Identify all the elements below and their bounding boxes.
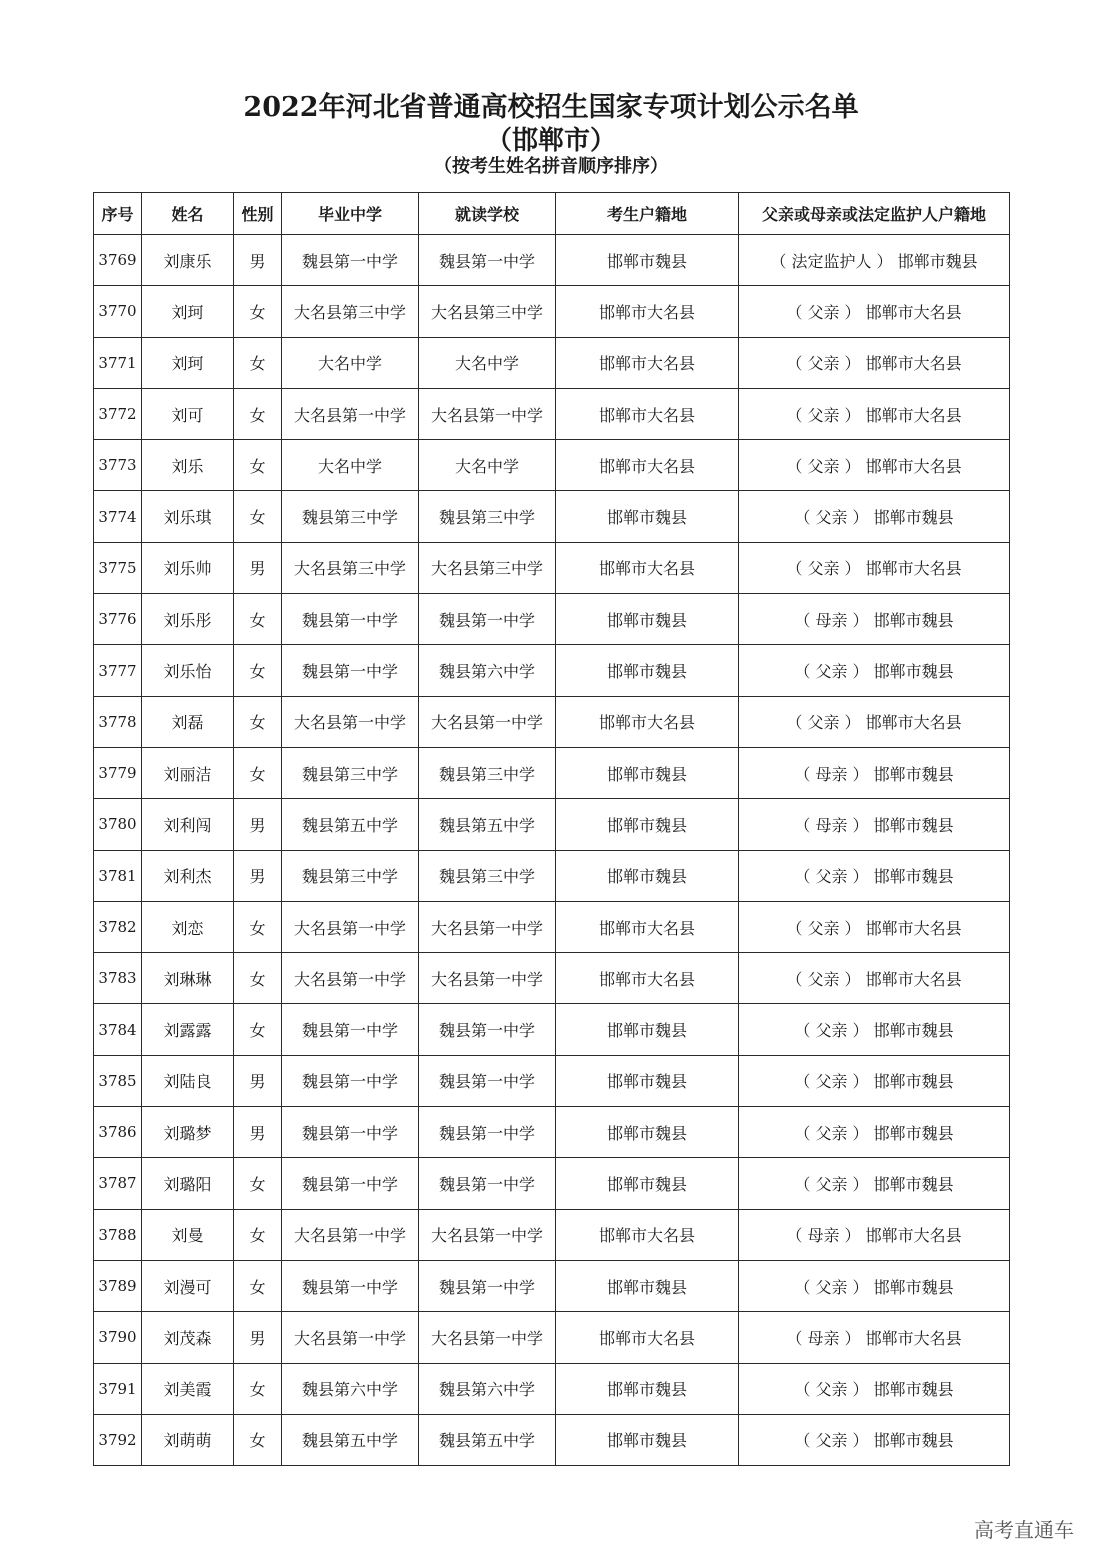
guardian-cell: （ 父亲 ） 邯郸市大名县: [739, 286, 1010, 337]
serial-cell: 3792: [94, 1414, 142, 1465]
current-school-cell: 魏县第一中学: [419, 1107, 556, 1158]
table-row: [94, 1004, 1010, 1055]
table-row: [94, 1414, 1010, 1465]
current-school-cell: 大名县第三中学: [419, 286, 556, 337]
table-row: [94, 594, 1010, 645]
guardian-cell: （ 父亲 ） 邯郸市大名县: [739, 901, 1010, 952]
serial-cell: 3769: [94, 235, 142, 286]
gender-cell: 男: [234, 1312, 282, 1363]
graduated-school-cell: 魏县第五中学: [282, 1414, 419, 1465]
household-cell: 邯郸市魏县: [556, 594, 739, 645]
serial-cell: 3780: [94, 799, 142, 850]
household-cell: 邯郸市魏县: [556, 1414, 739, 1465]
current-school-cell: 大名县第一中学: [419, 953, 556, 1004]
guardian-cell: （ 父亲 ） 邯郸市魏县: [739, 491, 1010, 542]
serial-cell: 3783: [94, 953, 142, 1004]
gender-cell: 女: [234, 1260, 282, 1311]
graduated-school-cell: 魏县第一中学: [282, 594, 419, 645]
name-cell: 刘萌萌: [142, 1414, 234, 1465]
graduated-school-cell: 魏县第一中学: [282, 1260, 419, 1311]
household-cell: 邯郸市魏县: [556, 850, 739, 901]
household-cell: 邯郸市大名县: [556, 696, 739, 747]
table-row: [94, 1055, 1010, 1106]
current-school-cell: 魏县第一中学: [419, 1004, 556, 1055]
serial-cell: 3776: [94, 594, 142, 645]
name-cell: 刘乐彤: [142, 594, 234, 645]
serial-cell: 3787: [94, 1158, 142, 1209]
table-row: [94, 542, 1010, 593]
table-row: [94, 901, 1010, 952]
guardian-cell: （ 父亲 ） 邯郸市魏县: [739, 1363, 1010, 1414]
guardian-cell: （ 母亲 ） 邯郸市魏县: [739, 799, 1010, 850]
name-cell: 刘璐梦: [142, 1107, 234, 1158]
current-school-cell: 大名县第一中学: [419, 388, 556, 439]
household-cell: 邯郸市魏县: [556, 1107, 739, 1158]
household-cell: 邯郸市大名县: [556, 901, 739, 952]
table-row: [94, 1260, 1010, 1311]
table-row: [94, 645, 1010, 696]
current-school-cell: 魏县第六中学: [419, 1363, 556, 1414]
name-cell: 刘珂: [142, 286, 234, 337]
guardian-cell: （ 母亲 ） 邯郸市魏县: [739, 747, 1010, 798]
graduated-school-cell: 魏县第一中学: [282, 1055, 419, 1106]
serial-cell: 3774: [94, 491, 142, 542]
guardian-cell: （ 父亲 ） 邯郸市大名县: [739, 388, 1010, 439]
table-row: [94, 850, 1010, 901]
graduated-school-cell: 大名县第一中学: [282, 1209, 419, 1260]
gender-cell: 女: [234, 491, 282, 542]
name-cell: 刘丽洁: [142, 747, 234, 798]
serial-cell: 3785: [94, 1055, 142, 1106]
gender-cell: 男: [234, 1055, 282, 1106]
graduated-school-cell: 魏县第六中学: [282, 1363, 419, 1414]
guardian-cell: （ 父亲 ） 邯郸市大名县: [739, 542, 1010, 593]
name-cell: 刘璐阳: [142, 1158, 234, 1209]
graduated-school-cell: 大名县第一中学: [282, 388, 419, 439]
gender-cell: 男: [234, 235, 282, 286]
gender-cell: 女: [234, 337, 282, 388]
household-cell: 邯郸市魏县: [556, 1004, 739, 1055]
current-school-cell: 魏县第三中学: [419, 747, 556, 798]
graduated-school-cell: 大名中学: [282, 337, 419, 388]
name-cell: 刘利杰: [142, 850, 234, 901]
graduated-school-cell: 大名县第一中学: [282, 1312, 419, 1363]
current-school-cell: 魏县第五中学: [419, 1414, 556, 1465]
sort-note: （按考生姓名拼音顺序排序）: [434, 156, 668, 177]
column-header-name: 姓名: [142, 193, 234, 235]
gender-cell: 女: [234, 594, 282, 645]
household-cell: 邯郸市魏县: [556, 799, 739, 850]
gender-cell: 男: [234, 542, 282, 593]
household-cell: 邯郸市魏县: [556, 1158, 739, 1209]
graduated-school-cell: 魏县第一中学: [282, 1158, 419, 1209]
gender-cell: 男: [234, 850, 282, 901]
graduated-school-cell: 大名中学: [282, 440, 419, 491]
name-cell: 刘恋: [142, 901, 234, 952]
graduated-school-cell: 魏县第一中学: [282, 1004, 419, 1055]
guardian-cell: （ 父亲 ） 邯郸市魏县: [739, 1055, 1010, 1106]
name-cell: 刘磊: [142, 696, 234, 747]
current-school-cell: 魏县第一中学: [419, 1055, 556, 1106]
table-row: [94, 337, 1010, 388]
graduated-school-cell: 魏县第一中学: [282, 1107, 419, 1158]
guardian-cell: （ 父亲 ） 邯郸市大名县: [739, 696, 1010, 747]
gender-cell: 女: [234, 1363, 282, 1414]
table-row: [94, 1107, 1010, 1158]
gender-cell: 女: [234, 645, 282, 696]
current-school-cell: 大名县第一中学: [419, 1312, 556, 1363]
current-school-cell: 魏县第一中学: [419, 235, 556, 286]
serial-cell: 3782: [94, 901, 142, 952]
name-cell: 刘乐琪: [142, 491, 234, 542]
guardian-cell: （ 父亲 ） 邯郸市大名县: [739, 440, 1010, 491]
household-cell: 邯郸市大名县: [556, 1312, 739, 1363]
graduated-school-cell: 大名县第一中学: [282, 696, 419, 747]
table-row: [94, 388, 1010, 439]
gender-cell: 女: [234, 901, 282, 952]
current-school-cell: 大名县第一中学: [419, 901, 556, 952]
gender-cell: 男: [234, 1107, 282, 1158]
table-row: [94, 1158, 1010, 1209]
guardian-cell: （ 母亲 ） 邯郸市大名县: [739, 1312, 1010, 1363]
serial-cell: 3779: [94, 747, 142, 798]
graduated-school-cell: 大名县第一中学: [282, 901, 419, 952]
column-header-household-registration: 考生户籍地: [556, 193, 739, 235]
guardian-cell: （ 父亲 ） 邯郸市魏县: [739, 1158, 1010, 1209]
serial-cell: 3773: [94, 440, 142, 491]
current-school-cell: 魏县第一中学: [419, 1260, 556, 1311]
household-cell: 邯郸市大名县: [556, 337, 739, 388]
household-cell: 邯郸市魏县: [556, 235, 739, 286]
household-cell: 邯郸市魏县: [556, 747, 739, 798]
name-cell: 刘可: [142, 388, 234, 439]
watermark: 高考直通车: [974, 1518, 1074, 1542]
guardian-cell: （ 父亲 ） 邯郸市魏县: [739, 1260, 1010, 1311]
table-row: [94, 1312, 1010, 1363]
current-school-cell: 大名县第三中学: [419, 542, 556, 593]
household-cell: 邯郸市大名县: [556, 440, 739, 491]
column-header-serial: 序号: [94, 193, 142, 235]
serial-cell: 3791: [94, 1363, 142, 1414]
gender-cell: 女: [234, 1209, 282, 1260]
serial-cell: 3772: [94, 388, 142, 439]
guardian-cell: （ 父亲 ） 邯郸市魏县: [739, 850, 1010, 901]
current-school-cell: 魏县第三中学: [419, 850, 556, 901]
guardian-cell: （ 父亲 ） 邯郸市魏县: [739, 1107, 1010, 1158]
current-school-cell: 大名中学: [419, 440, 556, 491]
table-row: [94, 286, 1010, 337]
graduated-school-cell: 魏县第一中学: [282, 235, 419, 286]
guardian-cell: （ 父亲 ） 邯郸市魏县: [739, 1414, 1010, 1465]
document-subtitle: （邯郸市）: [485, 126, 616, 156]
graduated-school-cell: 魏县第一中学: [282, 645, 419, 696]
column-header-guardian-registration: 父亲或母亲或法定监护人户籍地: [739, 193, 1010, 235]
household-cell: 邯郸市大名县: [556, 388, 739, 439]
current-school-cell: 魏县第一中学: [419, 1158, 556, 1209]
gender-cell: 女: [234, 1158, 282, 1209]
serial-cell: 3771: [94, 337, 142, 388]
serial-cell: 3775: [94, 542, 142, 593]
gender-cell: 女: [234, 696, 282, 747]
serial-cell: 3778: [94, 696, 142, 747]
graduated-school-cell: 大名县第一中学: [282, 953, 419, 1004]
household-cell: 邯郸市大名县: [556, 542, 739, 593]
household-cell: 邯郸市大名县: [556, 953, 739, 1004]
household-cell: 邯郸市魏县: [556, 491, 739, 542]
gender-cell: 女: [234, 1414, 282, 1465]
table-row: [94, 235, 1010, 286]
column-header-gender: 性别: [234, 193, 282, 235]
serial-cell: 3781: [94, 850, 142, 901]
name-cell: 刘利闯: [142, 799, 234, 850]
serial-cell: 3788: [94, 1209, 142, 1260]
gender-cell: 女: [234, 440, 282, 491]
graduated-school-cell: 魏县第五中学: [282, 799, 419, 850]
guardian-cell: （ 父亲 ） 邯郸市魏县: [739, 645, 1010, 696]
table-row: [94, 696, 1010, 747]
graduated-school-cell: 大名县第三中学: [282, 542, 419, 593]
serial-cell: 3770: [94, 286, 142, 337]
graduated-school-cell: 魏县第三中学: [282, 747, 419, 798]
name-cell: 刘漫可: [142, 1260, 234, 1311]
serial-cell: 3786: [94, 1107, 142, 1158]
graduated-school-cell: 魏县第三中学: [282, 491, 419, 542]
current-school-cell: 魏县第一中学: [419, 594, 556, 645]
gender-cell: 女: [234, 388, 282, 439]
table-row: [94, 953, 1010, 1004]
household-cell: 邯郸市魏县: [556, 1260, 739, 1311]
household-cell: 邯郸市魏县: [556, 1055, 739, 1106]
gender-cell: 男: [234, 799, 282, 850]
current-school-cell: 大名县第一中学: [419, 1209, 556, 1260]
serial-cell: 3790: [94, 1312, 142, 1363]
household-cell: 邯郸市大名县: [556, 286, 739, 337]
current-school-cell: 魏县第六中学: [419, 645, 556, 696]
current-school-cell: 大名中学: [419, 337, 556, 388]
guardian-cell: （ 母亲 ） 邯郸市大名县: [739, 1209, 1010, 1260]
column-header-current-school: 就读学校: [419, 193, 556, 235]
guardian-cell: （ 父亲 ） 邯郸市魏县: [739, 1004, 1010, 1055]
gender-cell: 女: [234, 953, 282, 1004]
name-cell: 刘曼: [142, 1209, 234, 1260]
name-cell: 刘康乐: [142, 235, 234, 286]
household-cell: 邯郸市魏县: [556, 1363, 739, 1414]
table-row: [94, 1363, 1010, 1414]
name-cell: 刘乐怡: [142, 645, 234, 696]
gender-cell: 女: [234, 286, 282, 337]
column-header-graduated-school: 毕业中学: [282, 193, 419, 235]
name-cell: 刘美霞: [142, 1363, 234, 1414]
serial-cell: 3789: [94, 1260, 142, 1311]
table-row: [94, 491, 1010, 542]
current-school-cell: 魏县第五中学: [419, 799, 556, 850]
current-school-cell: 魏县第三中学: [419, 491, 556, 542]
serial-cell: 3784: [94, 1004, 142, 1055]
name-cell: 刘珂: [142, 337, 234, 388]
name-cell: 刘乐: [142, 440, 234, 491]
name-cell: 刘琳琳: [142, 953, 234, 1004]
table-body: [94, 235, 1010, 1466]
document-title: 2022年河北省普通高校招生国家专项计划公示名单: [243, 92, 859, 123]
table-header-row: [94, 193, 1010, 235]
household-cell: 邯郸市魏县: [556, 645, 739, 696]
guardian-cell: （ 父亲 ） 邯郸市大名县: [739, 337, 1010, 388]
roster-table: [93, 192, 1010, 1466]
graduated-school-cell: 大名县第三中学: [282, 286, 419, 337]
guardian-cell: （ 法定监护人 ） 邯郸市魏县: [739, 235, 1010, 286]
guardian-cell: （ 父亲 ） 邯郸市大名县: [739, 953, 1010, 1004]
current-school-cell: 大名县第一中学: [419, 696, 556, 747]
table-row: [94, 747, 1010, 798]
table-row: [94, 1209, 1010, 1260]
name-cell: 刘茂森: [142, 1312, 234, 1363]
table-row: [94, 440, 1010, 491]
gender-cell: 女: [234, 1004, 282, 1055]
name-cell: 刘乐帅: [142, 542, 234, 593]
household-cell: 邯郸市大名县: [556, 1209, 739, 1260]
guardian-cell: （ 母亲 ） 邯郸市魏县: [739, 594, 1010, 645]
serial-cell: 3777: [94, 645, 142, 696]
table-row: [94, 799, 1010, 850]
graduated-school-cell: 魏县第三中学: [282, 850, 419, 901]
gender-cell: 女: [234, 747, 282, 798]
name-cell: 刘露露: [142, 1004, 234, 1055]
name-cell: 刘陆良: [142, 1055, 234, 1106]
